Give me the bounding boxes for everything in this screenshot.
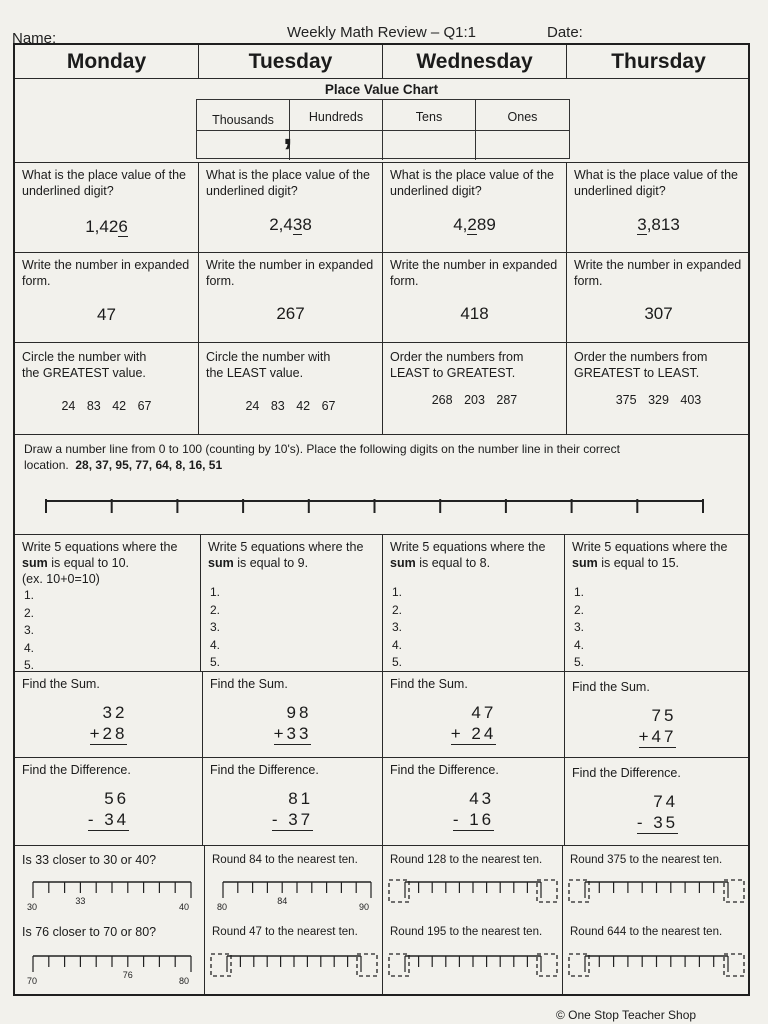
sum-label: Find the Sum. [572, 680, 650, 694]
sum-cell-thu [565, 672, 750, 757]
rounding-number-line [383, 874, 563, 914]
place-value-number: 2,438 [269, 215, 312, 234]
rounding-cell [15, 846, 205, 918]
day-thursday: Thursday [611, 50, 706, 73]
equation-lines: 1. 2. 3. 4. 5. [24, 588, 35, 672]
expanded-cell-wed [383, 253, 567, 342]
equation-lines: 1. 2. 3. 4. 5. [210, 585, 221, 669]
pvc-comma: , [283, 114, 293, 152]
rounding-cell [383, 846, 563, 918]
rounding-number-line [15, 948, 203, 988]
rounding-label-mid: 76 [122, 970, 133, 980]
place-value-chart-row [15, 79, 748, 163]
pvc-ones: Ones [507, 110, 538, 124]
sum-label: Find the Sum. [22, 677, 100, 691]
sum-row [15, 672, 748, 758]
difference-label: Find the Difference. [572, 766, 681, 780]
expanded-number: 307 [644, 304, 673, 323]
rounding-cell [563, 918, 750, 994]
difference-cell-tue [203, 758, 383, 845]
place-value-number: 1,426 [85, 217, 128, 236]
difference-label: Find the Difference. [390, 763, 499, 777]
compare-question: Circle the number with the GREATEST value. [22, 350, 147, 380]
expanded-cell-mon [15, 253, 199, 342]
difference-row [15, 758, 748, 846]
compare-cell-mon [15, 343, 199, 434]
rounding-question: Round 644 to the nearest ten. [570, 926, 723, 938]
equations-question: Write 5 equations where the sum is equal to 10. (ex. 10+0=10) [22, 540, 178, 586]
rounding-question: Is 76 closer to 70 or 80? [22, 925, 157, 939]
sum-label: Find the Sum. [210, 677, 288, 691]
expanded-question: Write the number in expanded form. [390, 258, 558, 288]
difference-label: Find the Difference. [210, 763, 319, 777]
place-value-cell-tue [199, 163, 383, 252]
place-value-chart [196, 99, 570, 159]
rounding-cell [15, 918, 205, 994]
sum-problem: 47 + 24 [450, 703, 497, 743]
sum-cell-wed [383, 672, 565, 757]
equations-question: Write 5 equations where the sum is equal to 9. [208, 540, 364, 570]
footer-copyright: © One Stop Teacher Shop [556, 1008, 697, 1022]
rounding-question: Is 33 closer to 30 or 40? [22, 853, 157, 867]
day-header-row [15, 45, 748, 79]
answer-box-right[interactable] [537, 880, 557, 902]
rounding-cell [563, 846, 750, 918]
number-line-row [15, 435, 748, 535]
equations-row [15, 535, 748, 672]
compare-question: Order the numbers from LEAST to GREATEST. [390, 350, 524, 380]
name-label: Name: [12, 30, 57, 47]
rounding-label-right: 90 [359, 902, 370, 912]
difference-label: Find the Difference. [22, 763, 131, 777]
place-value-question: What is the place value of the underlined digit? [22, 168, 186, 198]
answer-box-right[interactable] [724, 954, 744, 976]
answer-box-left[interactable] [211, 954, 231, 976]
compare-cell-thu [567, 343, 750, 434]
date-label: Date: [547, 24, 583, 41]
equations-question: Write 5 equations where the sum is equal to 15. [572, 540, 728, 570]
place-value-cell-mon [15, 163, 199, 252]
number-line-drawing [15, 493, 750, 533]
compare-cell-wed [383, 343, 567, 434]
rounding-question: Round 84 to the nearest ten. [212, 854, 358, 866]
equations-cell-tue [201, 535, 383, 671]
answer-box-left[interactable] [569, 880, 589, 902]
rounding-cell [383, 918, 563, 994]
sum-problem: 32 +28 [89, 703, 128, 743]
answer-box-left[interactable] [389, 880, 409, 902]
expanded-number: 267 [276, 304, 305, 323]
worksheet-title: Weekly Math Review – Q1:1 [287, 24, 476, 41]
day-monday: Monday [15, 45, 199, 78]
place-value-question: What is the place value of the underlined digit? [574, 168, 738, 198]
difference-cell-mon [15, 758, 203, 845]
number-line-instruction: Draw a number line from 0 to 100 (counting by 10's). Place the following digits on the number line in their correct location. 28, 37, 95, 77, 64, 8, 16, 51 [24, 442, 620, 472]
compare-numbers: 24 83 42 67 [61, 399, 152, 413]
answer-box-right[interactable] [537, 954, 557, 976]
compare-numbers: 24 83 42 67 [245, 399, 336, 413]
pvc-hundreds: Hundreds [290, 100, 383, 130]
difference-problem: 43 - 16 [452, 789, 495, 829]
day-tuesday: Tuesday [199, 45, 383, 78]
rounding-label-left: 30 [27, 902, 38, 912]
difference-problem: 74 - 35 [636, 792, 679, 832]
expanded-question: Write the number in expanded form. [574, 258, 742, 288]
sum-cell-tue [203, 672, 383, 757]
rounding-question: Round 375 to the nearest ten. [570, 854, 723, 866]
rounding-number-line [563, 948, 750, 988]
pvc-thousands: Thousands [197, 100, 290, 130]
compare-question: Order the numbers from GREATEST to LEAST. [574, 350, 708, 380]
rounding-question: Round 47 to the nearest ten. [212, 926, 358, 938]
place-value-chart-title: Place Value Chart [324, 82, 439, 97]
expanded-question: Write the number in expanded form. [22, 258, 190, 288]
difference-problem: 56 - 34 [87, 789, 130, 829]
rounding-number-line [205, 874, 383, 914]
pvc-thousands-box [197, 130, 290, 160]
expanded-number: 418 [460, 304, 489, 323]
place-value-number: 4,289 [453, 215, 496, 234]
equations-cell-mon [15, 535, 201, 671]
place-value-cell-thu [567, 163, 750, 252]
rounding-label-right: 80 [179, 976, 190, 986]
pvc-hundreds-box [290, 130, 383, 160]
answer-box-right[interactable] [357, 954, 377, 976]
day-wednesday: Wednesday [383, 45, 567, 78]
rounding-number-line [15, 874, 203, 914]
compare-question: Circle the number with the LEAST value. [206, 350, 331, 380]
place-value-cell-wed [383, 163, 567, 252]
equations-cell-wed [383, 535, 565, 671]
answer-box-left[interactable] [569, 954, 589, 976]
sum-problem: 98 +33 [273, 703, 312, 743]
difference-problem: 81 - 37 [271, 789, 314, 829]
compare-row [15, 343, 748, 435]
rounding-row-2 [15, 918, 748, 994]
sum-problem: 75 +47 [638, 706, 677, 746]
review-table [13, 43, 750, 996]
rounding-cell [205, 918, 383, 994]
expanded-question: Write the number in expanded form. [206, 258, 374, 288]
expanded-number: 47 [97, 305, 116, 324]
compare-numbers: 268 203 287 [431, 393, 518, 407]
answer-box-right[interactable] [724, 880, 744, 902]
number-line-digits: 28, 37, 95, 77, 64, 8, 16, 51 [75, 458, 223, 472]
rounding-label-left: 80 [217, 902, 228, 912]
equation-lines: 1. 2. 3. 4. 5. [574, 585, 585, 669]
equations-question: Write 5 equations where the sum is equal to 8. [390, 540, 546, 570]
rounding-number-line [563, 874, 750, 914]
rounding-number-line [383, 948, 563, 988]
place-value-question: What is the place value of the underlined digit? [206, 168, 370, 198]
compare-cell-tue [199, 343, 383, 434]
sum-label: Find the Sum. [390, 677, 468, 691]
compare-numbers: 375 329 403 [615, 393, 702, 407]
pvc-ones-box [476, 130, 569, 160]
equation-lines: 1. 2. 3. 4. 5. [392, 585, 403, 669]
expanded-cell-thu [567, 253, 750, 342]
pvc-tens-box [383, 130, 476, 160]
answer-box-left[interactable] [389, 954, 409, 976]
pvc-tens: Tens [383, 100, 476, 130]
rounding-number-line [205, 948, 383, 988]
rounding-row-1 [15, 846, 748, 918]
place-value-question: What is the place value of the underlined digit? [390, 168, 554, 198]
place-value-row [15, 163, 748, 253]
expanded-cell-tue [199, 253, 383, 342]
rounding-label-left: 70 [27, 976, 38, 986]
rounding-cell [205, 846, 383, 918]
rounding-question: Round 128 to the nearest ten. [390, 854, 543, 866]
expanded-form-row [15, 253, 748, 343]
difference-cell-thu [565, 758, 750, 845]
rounding-label-mid: 84 [277, 896, 288, 906]
rounding-question: Round 195 to the nearest ten. [390, 926, 543, 938]
difference-cell-wed [383, 758, 565, 845]
equations-cell-thu [565, 535, 750, 671]
place-value-number: 3,813 [637, 215, 680, 234]
rounding-label-right: 40 [179, 902, 190, 912]
rounding-label-mid: 33 [75, 896, 86, 906]
sum-cell-mon [15, 672, 203, 757]
